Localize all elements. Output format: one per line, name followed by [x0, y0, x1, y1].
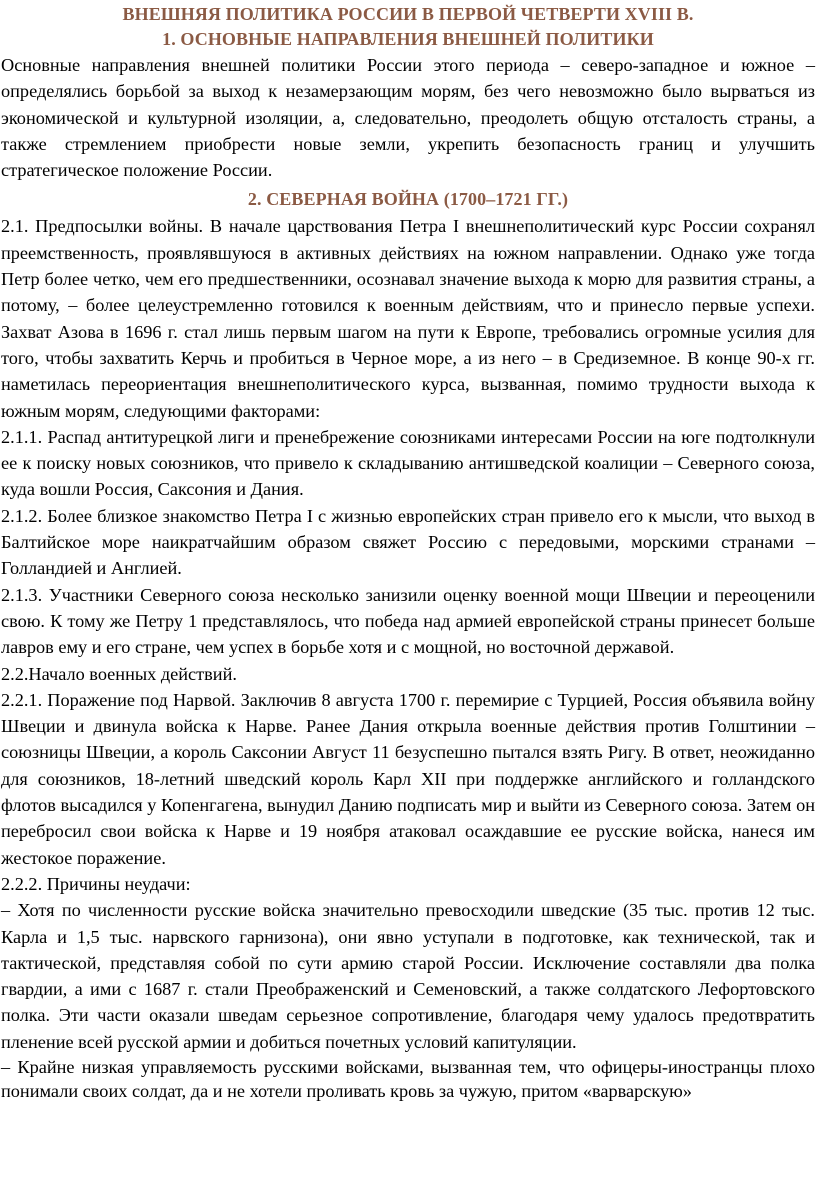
paragraph-2-2-2: 2.2.2. Причины неудачи: [1, 873, 191, 894]
paragraph-2-2: 2.2.Начало военных действий. [1, 663, 237, 684]
document-title: ВНЕШНЯЯ ПОЛИТИКА РОССИИ В ПЕРВОЙ ЧЕТВЕРТИ XVIII В. [122, 4, 694, 24]
section-1-heading: 1. ОСНОВНЫЕ НАПРАВЛЕНИЯ ВНЕШНЕЙ ПОЛИТИКИ [162, 29, 654, 49]
paragraph-2-1-1: 2.1.1. Распад антитурецкой лиги и пренебрежение союзниками интересами России на юге подтолкнули ее к поиску новых союзников, что привело к складыванию антишведской коалиции – Северного союза, куда вошли Россия, Саксония и Дания. [1, 426, 815, 500]
paragraph-2-1-2: 2.1.2. Более близкое знакомство Петра I с жизнью европейских стран привело его к мысли, что выход в Балтийское море наикратчайшим образом свяжет Россию с передовыми, морскими странами – Голландией и Англией. [1, 505, 815, 579]
section-1-paragraph: Основные направления внешней политики России этого периода – северо-западное и южное – определялись борьбой за выход к незамерзающим морям, без чего невозможно было вырваться из экономической и культурной изоляции, а, следовательно, преодолеть общую отсталость страны, а также стремлением приобрести новые земли, укрепить безопасность границ и улучшить стратегическое положение России. [1, 55, 815, 181]
paragraph-2-1-3: 2.1.3. Участники Северного союза несколько занизили оценку военной мощи Швеции и переоценили свою. К тому же Петру 1 представлялось, что победа над армией европейской страны принесет больше лавров ему и его стране, чем успех в борьбе хотя и с мощной, но восточной державой. [1, 584, 815, 658]
section-2-heading: 2. СЕВЕРНАЯ ВОЙНА (1700–1721 ГГ.) [247, 189, 569, 210]
paragraph-reason-2: – Крайне низкая управляемость русскими войсками, вызванная тем, что офицеры-иностранцы плохо понимали своих солдат, да и не хотели проливать кровь за чужую, притом «варварскую» [1, 1056, 815, 1101]
paragraph-2-2-1: 2.2.1. Поражение под Нарвой. Заключив 8 августа 1700 г. перемирие с Турцией, Россия объявила войну Швеции и двинула войска к Нарве. Ранее Дания открыла военные действия против Голштинии – союзницы Швеции, а король Саксонии Август 11 безуспешно пытался взять Ригу. В ответ, неожиданно для союзников, 18-летний шведский король Карл XII при поддержке английского и голландского флотов высадился у Копенгагена, вынудил Данию подписать мир и выйти из Северного союза. Затем он перебросил свои войска к Нарве и 19 ноября атаковал осаждавшие ее русские войска, нанеся им жестокое поражение. [1, 689, 815, 868]
paragraph-reason-1: – Хотя по численности русские войска значительно превосходили шведские (35 тыс. против 12 тыс. Карла и 1,5 тыс. нарвского гарнизона), они явно уступали в подготовке, как технической, так и тактической, представляя собой по сути армию старой России. Исключение составляли два полка гвардии, а ими с 1687 г. стали Преображенский и Семеновский, а также солдатского Лефортовского полка. Эти части оказали шведам серьезное сопротивление, благодаря чему удалось предотвратить пленение всей русской армии и добиться почетных условий капитуляции. [1, 900, 815, 1052]
paragraph-2-1: 2.1. Предпосылки войны. В начале царствования Петра I внешнеполитический курс России сохранял преемственность, проявлявшуюся в активных действиях на южном направлении. Однако уже тогда Петр более четко, чем его предшественники, осознавал значение выхода к морю для развития страны, а потому, – более целеустремленно готовился к военным действиям, что и принесло первые успехи. Захват Азова в 1696 г. стал лишь первым шагом на пути к Европе, требовались огромные усилия для того, чтобы захватить Керчь и пробиться в Черное море, а из него – в Средиземное. В конце 90-х гг. наметилась переориентация внешнеполитического курса, вызванная, помимо трудности выхода к южным морям, следующими факторами: [1, 216, 815, 421]
